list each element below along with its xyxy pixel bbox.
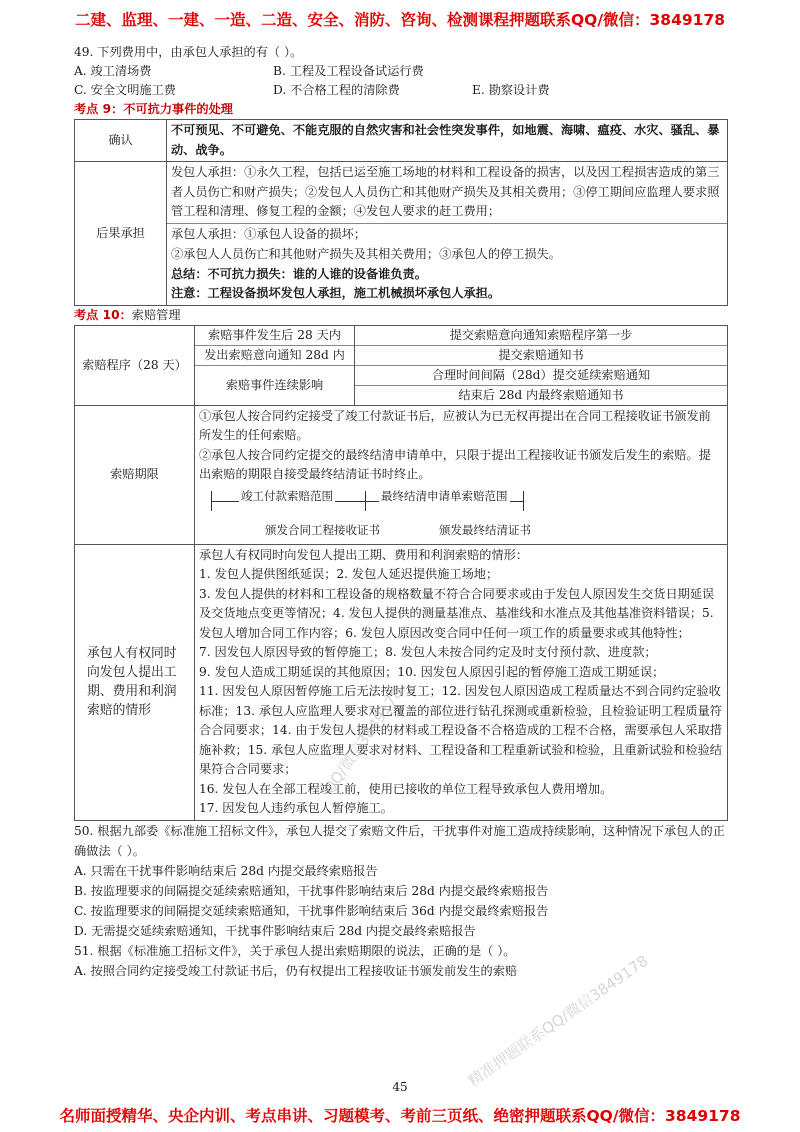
confirm-label: 确认	[75, 120, 167, 162]
rights-item: 1. 发包人提供图纸延误；2. 发包人延迟提供施工场地；	[199, 567, 499, 581]
force-majeure-table	[74, 119, 728, 306]
q50-option-d: D. 无需提交延续索赔通知，干扰事件影响结束后 28d 内提交最终索赔报告	[74, 923, 476, 938]
q49-option-b: B. 工程及工程设备试运行费	[273, 64, 424, 78]
note-line: 注意：工程设备损坏发包人承担，施工机械损坏承包人承担。	[171, 286, 501, 300]
proc-left-2: 发出索赔意向通知 28d 内	[204, 347, 345, 362]
page-number: 45	[392, 1080, 408, 1094]
timeline-bottom-right: 颁发最终结清证书	[439, 522, 531, 537]
proc-right-4: 结束后 28d 内最终索赔通知书	[458, 387, 624, 402]
q49-option-e: E. 勘察设计费	[472, 83, 550, 97]
kd10-title-red: 考点 10：	[74, 307, 132, 322]
table-row	[75, 405, 728, 544]
q49-option-c: C. 安全文明施工费	[74, 83, 176, 97]
rights-cell	[195, 544, 728, 820]
timeline-bottom-left: 颁发合同工程接收证书	[265, 522, 380, 537]
question-51-stem: 51. 根据《标准施工招标文件》，关于承包人提出索赔期限的说法，正确的是（ ）。	[74, 943, 516, 958]
rights-item: 17. 因发包人违约承包人暂停施工。	[199, 801, 393, 815]
consequence-label: 后果承担	[75, 162, 167, 306]
q50-option-a: A. 只需在干扰事件影响结束后 28d 内提交最终索赔报告	[74, 863, 378, 878]
proc-right-2: 提交索赔通知书	[355, 346, 727, 366]
section-title-kd10	[74, 306, 728, 325]
question-49-stem: 49. 下列费用中，由承包人承担的有（ ）。	[74, 45, 303, 59]
employer-burden: 发包人承担：①永久工程，包括已运至施工场地的材料和工程设备的损害，以及因工程损害造成的第三者人员伤亡和财产损失；②发包人人员伤亡和其他财产损失及其相关费用；③停工期间应监理人要求照管工程和清理、修复工程的金额；④发包人要求的赶工费用；	[167, 162, 727, 224]
rights-item: 7. 因发包人原因导致的暂停施工；8. 发包人未按合同约定及时支付预付款、进度款；	[199, 645, 657, 659]
bottom-banner: 名师面授精华、央企内训、考点串讲、习题模考、考前三页纸、绝密押题联系QQ/微信：3849178	[59, 1107, 741, 1125]
page-content	[74, 42, 728, 981]
contractor-burden-2: ②承包人人员伤亡和其他财产损失及其相关费用；③承包人的停工损失。	[171, 247, 561, 261]
q50-option-b: B. 按监理要求的间隔提交延续索赔通知，干扰事件影响结束后 28d 内提交最终索赔报告	[74, 883, 549, 898]
top-banner: 二建、监理、一建、一造、二造、安全、消防、咨询、检测课程押题联系QQ/微信：3849178	[74, 11, 725, 29]
proc-left-1: 索赔事件发生后 28 天内	[195, 326, 354, 346]
period-cell	[195, 405, 728, 544]
q49-option-d: D. 不合格工程的清除费	[273, 83, 400, 97]
rights-item: 9. 发包人造成工期延误的其他原因；10. 因发包人原因引起的暂停施工造成工期延误；	[199, 664, 665, 679]
kd10-title-rest: 索赔管理	[131, 307, 181, 322]
timeline-left-range: 竣工付款索赔范围	[239, 487, 335, 507]
rights-label: 承包人有权同时向发包人提出工期、费用和利润索赔的情形	[75, 544, 195, 820]
table-row	[75, 325, 728, 405]
q51-option-a: A. 按照合同约定接受竣工付款证书后，仍有权提出工程接收证书颁发前发生的索赔	[74, 963, 518, 978]
rights-item: 3. 发包人提供的材料和工程设备的规格数量不符合合同要求或由于发包人原因发生交货日期延误及交货地点变更等情况；4. 发包人提供的测量基准点、基准线和水准点及其他基准资料错误；5. 发包人增加合同工作内容；6. 发包人原因改变合同中任何一项工作的质量要求或其他特性；	[199, 586, 715, 640]
table-row	[75, 162, 728, 306]
section-title-kd9: 考点 9：不可抗力事件的处理	[74, 102, 233, 116]
period-label: 索赔期限	[75, 405, 195, 544]
table-row	[75, 544, 728, 820]
q49-option-a: A. 竣工清场费	[74, 64, 152, 78]
rights-item: 16. 发包人在全部工程竣工前，使用已接收的单位工程导致承包人费用增加。	[199, 781, 613, 796]
watermark: 精准押题联系QQ/微信3849178	[464, 951, 652, 1091]
question-49-options-row1	[74, 62, 728, 81]
q50-option-c: C. 按监理要求的间隔提交延续索赔通知，干扰事件影响结束后 36d 内提交最终索赔报告	[74, 903, 549, 918]
table-row	[75, 120, 728, 162]
confirm-text: 不可预见、不可避免、不能克服的自然灾害和社会性突发事件，如地震、海啸、瘟疫、水灾、骚乱、暴动、战争。	[167, 120, 728, 162]
watermark: QQ/微信3849178	[319, 684, 407, 798]
procedure-left-col	[195, 325, 355, 405]
period-text-1: ①承包人按合同约定接受了竣工付款证书后，应被认为已无权再提出在合同工程接收证书颁发前所发生的任何索赔。	[199, 408, 711, 442]
procedure-label: 索赔程序（28 天）	[75, 325, 195, 405]
procedure-right-col	[355, 325, 728, 405]
rights-item: 11. 因发包人原因暂停施工后无法按时复工；12. 因发包人原因造成工程质量达不到合同约定验收标准；13. 承包人应监理人要求对已覆盖的部位进行钻孔探测或重新检验，且检验证明工程质量符合合同要求；14. 由于发包人提供的材料或工程设备不合格造成的工程不合格，需要承包人采取措施补救；15. 承包人应监理人要求对材料、工程设备和工程重新试验和检验，且重新试验和检验结果符合合同要求；	[199, 684, 722, 776]
claim-management-table	[74, 325, 728, 821]
timeline-tick-end	[523, 491, 524, 511]
question-50-stem: 50. 根据九部委《标准施工招标文件》，承包人提交了索赔文件后，干扰事件对施工造成持续影响，这种情况下承包人的正确做法（ ）。	[74, 823, 725, 858]
summary-line: 总结：不可抗力损失：谁的人谁的设备谁负责。	[171, 266, 427, 281]
proc-right-1: 提交索赔意向通知索赔程序第一步	[355, 326, 727, 346]
period-text-2: ②承包人按合同约定提交的最终结清申请单中，只限于提出工程接收证书颁发后发生的索赔。提出索赔的期限自接受最终结清证书时终止。	[199, 447, 711, 481]
question-49-options-row2	[74, 81, 728, 100]
timeline-right-range: 最终结清申请单索赔范围	[379, 487, 510, 507]
proc-right-3: 合理时间间隔（28d）提交延续索赔通知	[355, 366, 727, 386]
contractor-burden-1: 承包人承担：①承包人设备的损坏；	[171, 226, 366, 241]
timeline-tick-start	[211, 491, 212, 511]
timeline-tick-middle	[365, 491, 366, 511]
claim-timeline-diagram	[199, 487, 723, 543]
proc-left-3: 索赔事件连续影响	[195, 365, 354, 404]
rights-intro: 承包人有权同时向发包人提出工期、费用和利润索赔的情形：	[199, 547, 529, 562]
consequence-cell	[167, 162, 728, 306]
